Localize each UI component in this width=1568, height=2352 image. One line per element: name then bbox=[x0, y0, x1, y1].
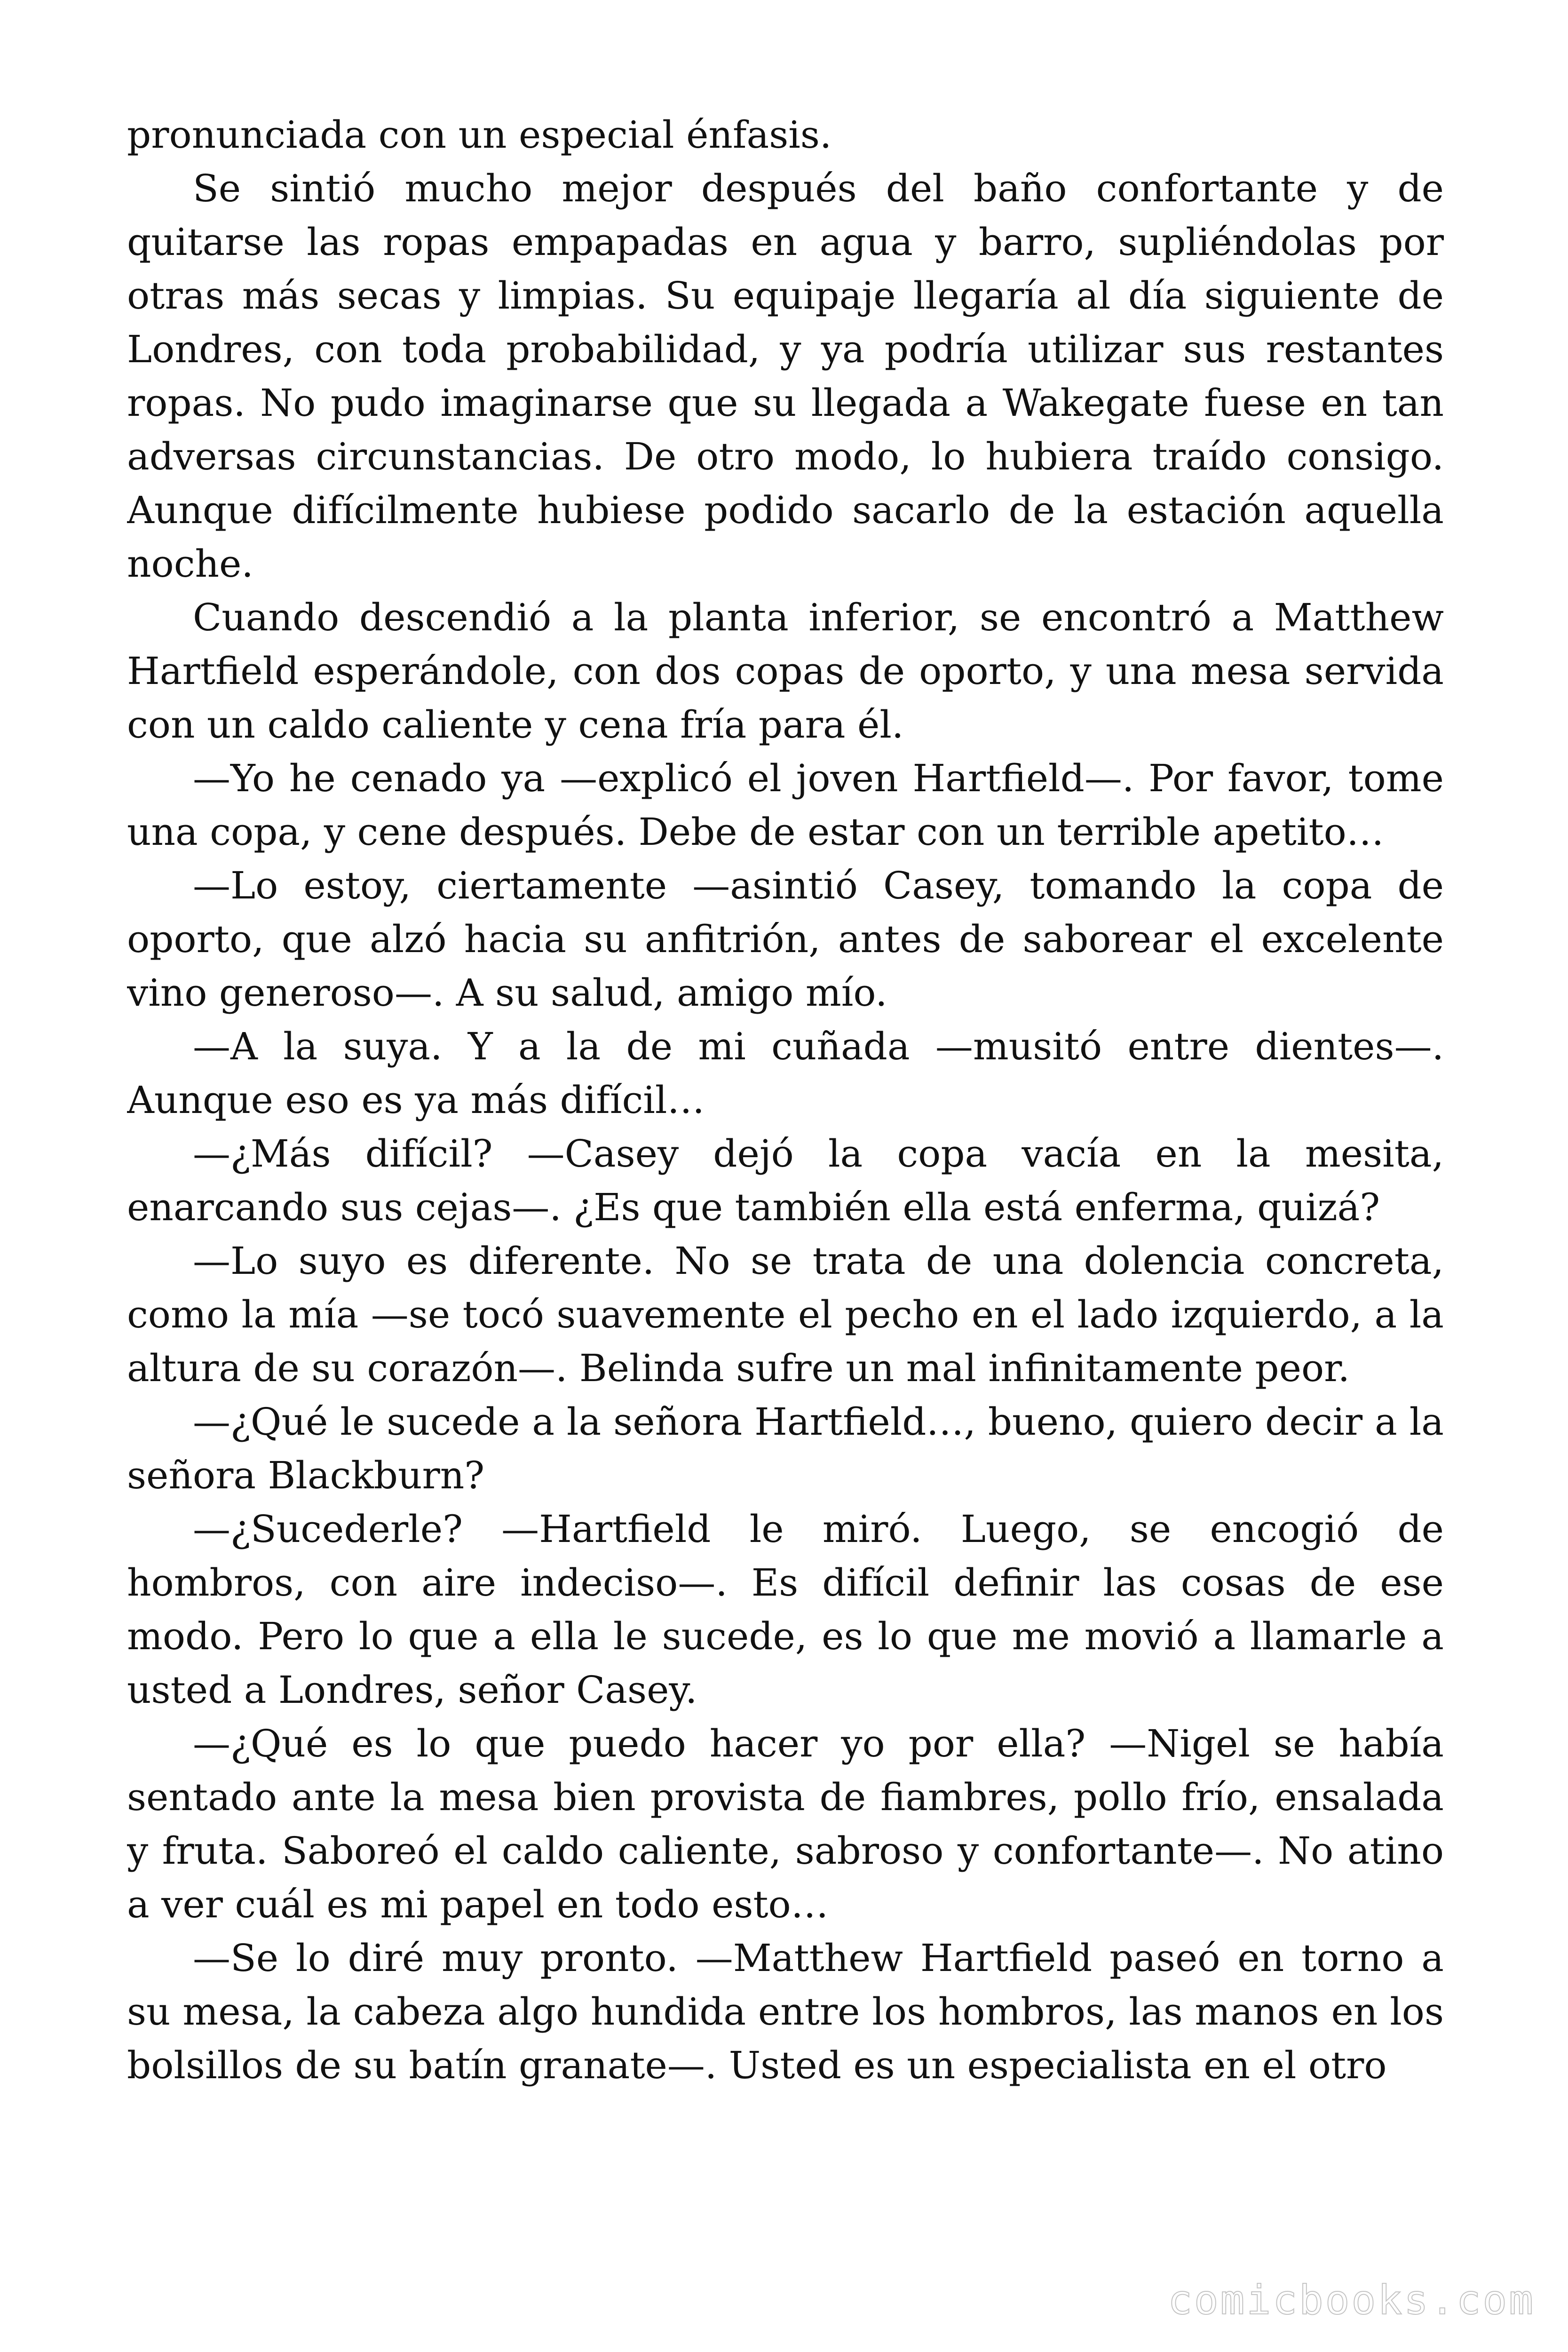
paragraph: —¿Sucederle? —Hartfield le miró. Luego, se encogió de hombros, con aire indeciso—. Es difícil definir las cosas de ese modo. Pero lo que a ella le sucede, es lo que me movió a llamarle a usted a Londres, señor Casey. bbox=[127, 1507, 1444, 1712]
paragraph: pronunciada con un especial énfasis. bbox=[127, 113, 832, 157]
paragraph: Cuando descendió a la planta inferior, se encontró a Matthew Hartfield esperándole, con dos copas de oporto, y una mesa servida con un caldo caliente y cena fría para él. bbox=[127, 596, 1444, 747]
paragraph: —¿Más difícil? —Casey dejó la copa vacía en la mesita, enarcando sus cejas—. ¿Es que también ella está enferma, quizá? bbox=[127, 1132, 1444, 1229]
paragraph: Se sintió mucho mejor después del baño confortante y de quitarse las ropas empapadas en agua y barro, supliéndolas por otras más secas y limpias. Su equipaje llegaría al día siguiente de Londres, con toda probabilidad, y ya podría utilizar sus restantes ropas. No pudo imaginarse que su llegada a Wakegate fuese en tan adversas circunstancias. De otro modo, lo hubiera traído consigo. Aunque difícilmente hubiese podido sacarlo de la estación aquella noche. bbox=[127, 167, 1444, 586]
paragraph: —Lo estoy, ciertamente —asintió Casey, tomando la copa de oporto, que alzó hacia su anfitrión, antes de saborear el excelente vino generoso—. A su salud, amigo mío. bbox=[127, 864, 1444, 1015]
watermark: comicbooks.com bbox=[1168, 2277, 1535, 2324]
paragraph: —Yo he cenado ya —explicó el joven Hartfield—. Por favor, tome una copa, y cene después. Debe de estar con un terrible apetito… bbox=[127, 756, 1444, 854]
body-text bbox=[127, 108, 1444, 2092]
paragraph: —Lo suyo es diferente. No se trata de una dolencia concreta, como la mía —se tocó suavemente el pecho en el lado izquierdo, a la altura de su corazón—. Belinda sufre un mal infinitamente peor. bbox=[127, 1239, 1444, 1390]
paragraph: —¿Qué es lo que puedo hacer yo por ella? —Nigel se había sentado ante la mesa bien provista de fiambres, pollo frío, ensalada y fruta. Saboreó el caldo caliente, sabroso y confortante—. No atino a ver cuál es mi papel en todo esto… bbox=[127, 1722, 1444, 1926]
paragraph: —A la suya. Y a la de mi cuñada —musitó entre dientes—. Aunque eso es ya más difícil… bbox=[127, 1025, 1444, 1122]
paragraph: —Se lo diré muy pronto. —Matthew Hartfield paseó en torno a su mesa, la cabeza algo hundida entre los hombros, las manos en los bolsillos de su batín granate—. Usted es un especialista en el otro bbox=[127, 1936, 1444, 2087]
book-page bbox=[127, 108, 1444, 2197]
paragraph: —¿Qué le sucede a la señora Hartfield…, bueno, quiero decir a la señora Blackburn? bbox=[127, 1400, 1444, 1497]
